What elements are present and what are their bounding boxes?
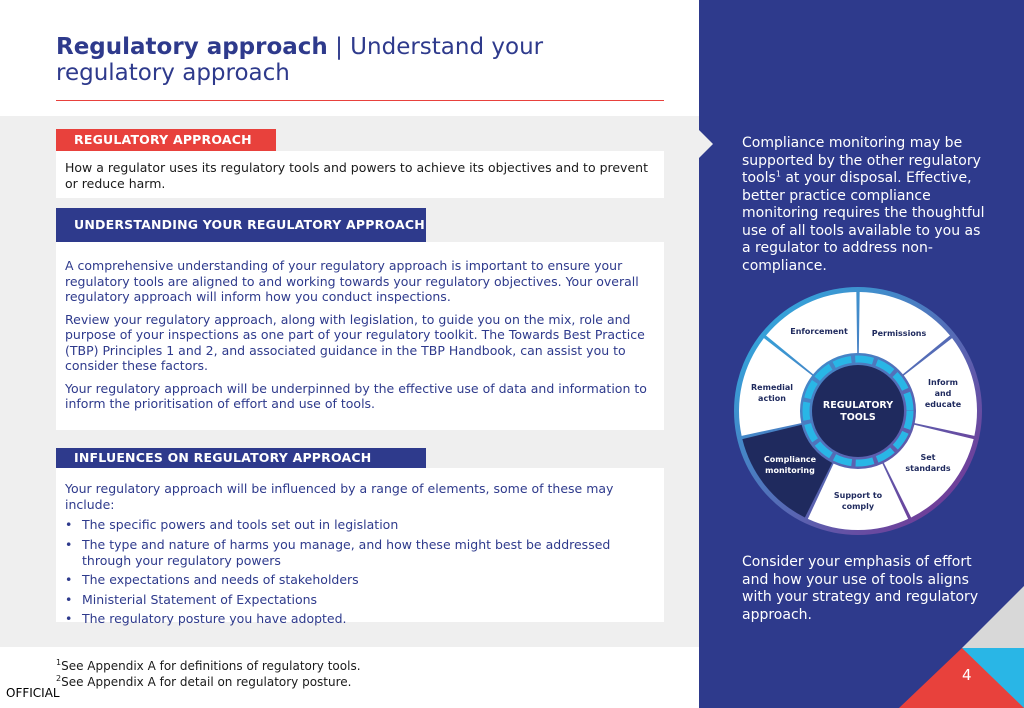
- wheel-center-label-1: REGULATORY: [822, 400, 894, 411]
- right-panel-text-2: Consider your emphasis of effort and how your use of tools aligns with your strategy and regulatory approach.: [742, 554, 979, 623]
- classification-label: OFFICIAL: [6, 686, 60, 700]
- regulatory-approach-definition: How a regulator uses its regulatory tools and powers to achieve its objectives and to prevent or reduce harm.: [56, 151, 664, 198]
- segment-label-remedial-2: action: [758, 394, 786, 403]
- page-number: 4: [962, 666, 972, 684]
- list-item: • The regulatory posture you have adopted.: [65, 611, 652, 627]
- segment-label-enforcement: Enforcement: [790, 327, 848, 336]
- list-item: • The expectations and needs of stakeholders: [65, 572, 652, 588]
- footnote-2: [56, 675, 351, 690]
- wheel-center-label-2: TOOLS: [840, 412, 876, 423]
- understanding-approach-tag: UNDERSTANDING YOUR REGULATORY APPROACH: [56, 208, 426, 242]
- segment-label-compliance-1: Compliance: [763, 455, 817, 464]
- understanding-paragraph-1: A comprehensive understanding of your regulatory approach is important to ensure your regulatory tools are aligned to and working towards your regulatory objectives. Your overall regulatory approach will inform how you conduct inspections.: [65, 258, 639, 304]
- segment-label-inform-1: Inform: [928, 378, 958, 387]
- segment-label-support-2: comply: [841, 502, 875, 511]
- right-text-1-footnote-mark: 1: [775, 169, 781, 179]
- influences-tag: INFLUENCES ON REGULATORY APPROACH: [56, 448, 426, 468]
- segment-label-permissions: Permissions: [871, 329, 927, 338]
- segment-label-compliance-2: monitoring: [765, 466, 815, 475]
- list-item: • The type and nature of harms you manage, and how these might best be addressed through your regulatory powers: [65, 537, 652, 569]
- understanding-approach-box: [56, 242, 664, 430]
- corner-grey-triangle: [962, 586, 1024, 648]
- footnote-1: [56, 659, 361, 674]
- title-divider: [56, 100, 664, 101]
- wheel-center: [812, 365, 904, 457]
- page-title: [56, 34, 656, 86]
- influences-box: [56, 468, 664, 626]
- footnote-1-mark: 1: [56, 658, 62, 667]
- list-item: • Ministerial Statement of Expectations: [65, 592, 652, 608]
- right-text-1-part-a: Compliance monitoring may be supported by the other regulatory tools: [742, 135, 981, 186]
- regulatory-tools-wheel: [733, 286, 983, 536]
- segment-label-inform-2: and: [934, 389, 952, 398]
- right-text-1-part-b: at your disposal. Effective, better practice compliance monitoring requires the thoughtful use of all tools available to you as a regulator to address non-compliance.: [742, 170, 985, 274]
- right-panel-text-1: [742, 135, 987, 275]
- understanding-paragraph-3: Your regulatory approach will be underpinned by the effective use of data and information to inform the prioritisation of effort and use of tools.: [65, 380, 647, 411]
- segment-label-remedial-1: Remedial: [751, 383, 793, 392]
- segment-label-set-1: Set: [920, 453, 936, 462]
- panel-pointer: [699, 130, 713, 158]
- footnote-2-mark: 2: [56, 674, 62, 683]
- segment-label-support-1: Support to: [833, 491, 883, 500]
- segment-label-set-2: standards: [905, 464, 951, 473]
- segment-label-inform-3: educate: [924, 400, 962, 409]
- footnote-1-text: See Appendix A for definitions of regulatory tools.: [61, 659, 361, 673]
- list-item: • The specific powers and tools set out in legislation: [65, 517, 652, 533]
- regulatory-approach-tag: REGULATORY APPROACH: [56, 129, 276, 151]
- page-title-rest: | Understand your regulatory approach: [56, 34, 544, 86]
- corner-decoration: [899, 586, 1024, 708]
- page-title-bold: Regulatory approach: [56, 34, 328, 60]
- influences-list: [65, 517, 652, 627]
- footnote-2-text: See Appendix A for detail on regulatory posture.: [61, 675, 352, 689]
- understanding-paragraph-2: Review your regulatory approach, along with legislation, to guide you on the mix, role and purpose of your inspections as one part of your regulatory toolkit. The Towards Best Practice (TBP) Principles 1 and 2, and associated guidance in the TBP Handbook, can assist you to consider these factors.: [65, 311, 645, 373]
- influences-intro: Your regulatory approach will be influenced by a range of elements, some of these may include:: [65, 481, 614, 512]
